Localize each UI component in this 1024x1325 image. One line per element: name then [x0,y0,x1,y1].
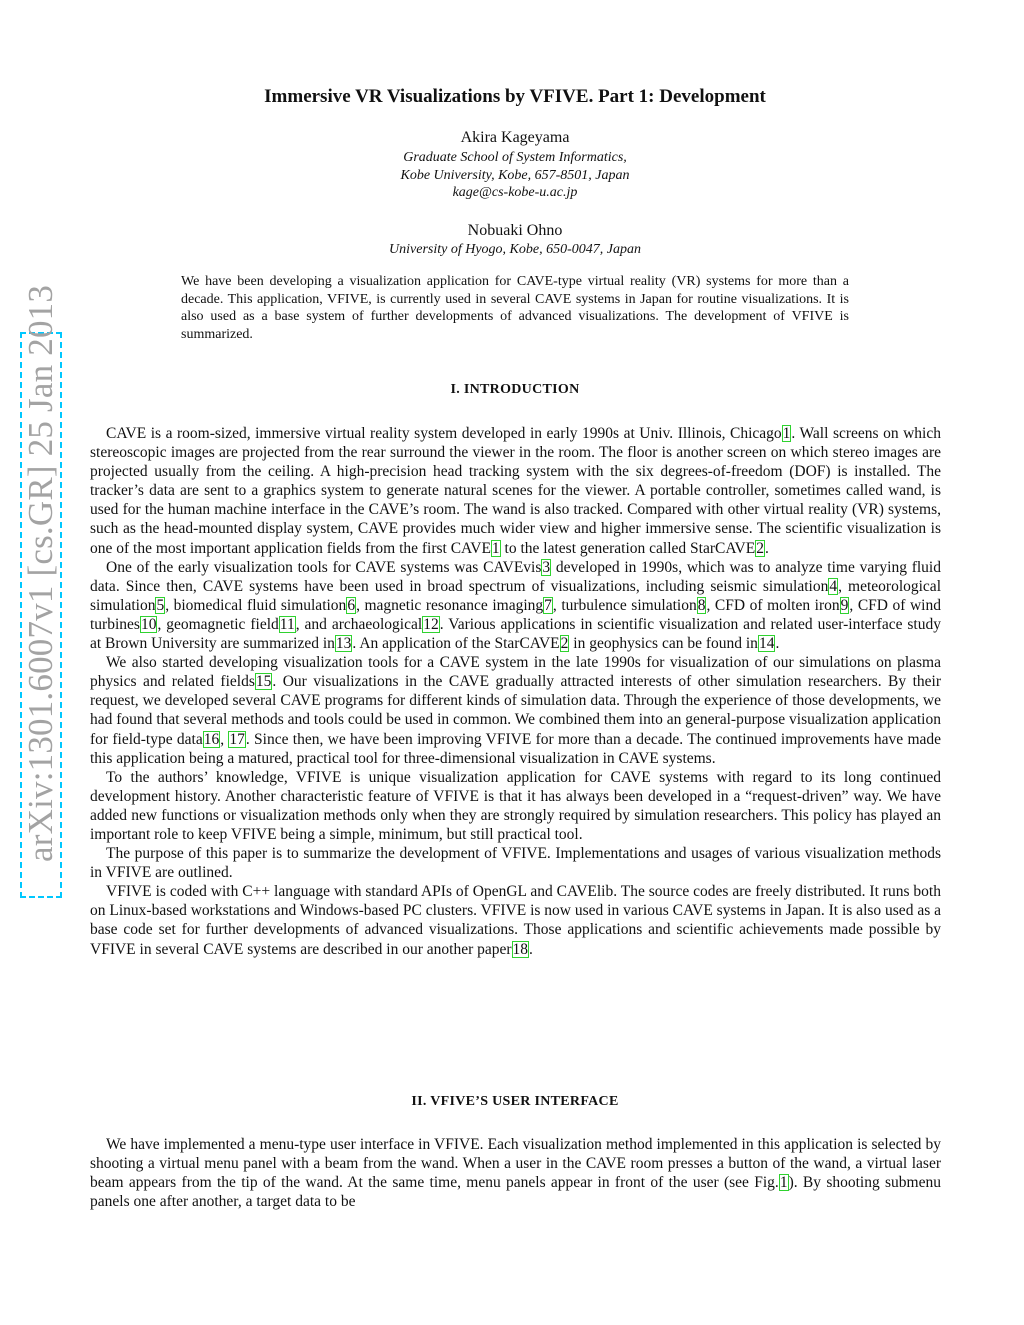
paragraph-text: , and archaeological [295,615,423,633]
citation-link[interactable]: 10 [140,615,157,633]
paragraph-text: . Our visualizations in the CAVE gradually attracted interests of other simulation researchers. By their request, we developed several CAVE programs for different kinds of simulation data. Through the experience of those developments, we had found that several methods and tools could be used in common. We combined them into an general-purpose visualization application for field-type data [90,673,941,748]
paragraph-text: , magnetic resonance imaging [356,596,544,614]
paragraph-text: To the authors’ knowledge, VFIVE is unique visualization application for CAVE systems with regard to its long continued development history. Another characteristic feature of VFIVE is that it has always been developed in a “request-driven” way. We have added new functions or visualization methods only when they are strongly required by simulation researchers. This policy has played an important role to keep VFIVE being a simple, minimum, but still practical tool. [90,768,941,843]
paragraph-text: , meteorological simulation [90,577,941,614]
paragraph-text: The purpose of this paper is to summarize the development of VFIVE. Implementations and usages of various visualization methods in VFIVE are outlined. [90,845,941,882]
citation-link[interactable]: 18 [512,940,529,958]
citation-link[interactable]: 2 [560,635,569,653]
author-email-1[interactable]: kage@cs-kobe-u.ac.jp [452,185,578,200]
section-body-user-interface [90,1135,941,1211]
paragraph-text: , [220,730,229,748]
paragraph-text: , CFD of wind turbines [90,596,941,633]
paragraph-text: CAVE is a room-sized, immersive virtual reality system developed in early 1990s at Univ. Illinois, Chicago [106,425,782,442]
author-name-1: Akira Kageyama [460,129,570,146]
citation-link[interactable]: 3 [542,558,551,576]
citation-link[interactable]: 7 [544,596,552,614]
paragraph-text: , turbulence simulation [552,596,697,614]
citation-link[interactable]: 6 [347,596,356,614]
author-affiliation-1-line-2: Kobe University, Kobe, 657-8501, Japan [400,168,630,183]
citation-link[interactable]: 15 [255,673,272,691]
citation-link[interactable]: 2 [756,539,764,557]
paragraph-text: . Since then, we have been improving VFIVE for more than a decade. The continued improvements have made this application being a matured, practical tool for three-dimensional visualization in CAVE systems. [90,730,942,767]
paragraph-text: We have implemented a menu-type user interface in VFIVE. Each visualization method implemented in this application is selected by shooting a virtual menu panel with a beam from the wand. When a user in the CAVE room presses a button of the wand, a virtual laser beam appears from the tip of the wand. At the same time, menu panels appear in front of the user (see Fig. [90,1136,941,1192]
paragraph-text: . Wall screens on which stereoscopic images are projected from the rear surround the viewer in the room. The floor is another screen on which stereo images are projected usually from the ceiling. A high-precision head tracking system with the six degrees-of-freedom (DOF) is installed. The tracker’s data are sent to a graphics system to generate natural scenes for the viewer. A portable controller, sometimes called wand, is used for the human machine interface in the CAVE’s room. The wand is also tracked. Compared with other virtual reality (VR) systems, such as the head-mounted display system, CAVE provides much wider view and higher immersive sense. The scientific visualization is one of the most important application fields from the first CAVE [90,425,941,557]
paragraph-text: , CFD of molten iron [706,596,840,614]
citation-link[interactable]: 1 [779,1174,788,1192]
citation-link[interactable]: 14 [758,635,775,653]
author-affiliation-2: University of Hyogo, Kobe, 650-0047, Japan [389,242,641,257]
paragraph-text: to the latest generation called StarCAVE [500,539,756,557]
paragraph-text: One of the early visualization tools for CAVE systems was CAVEvis [106,558,542,576]
author-name-2: Nobuaki Ohno [467,222,563,239]
section-heading-user-interface: II. VFIVE’S USER INTERFACE [411,1094,619,1109]
paper-title: Immersive VR Visualizations by VFIVE. Part 1: Development [264,86,766,107]
paragraph-text: . [764,539,769,557]
section-body-introduction [90,424,941,959]
paragraph [90,768,941,844]
citation-link[interactable]: 16 [203,730,220,748]
paragraph [90,653,941,768]
paragraph-text: . [775,635,780,653]
citation-link[interactable]: 8 [697,596,706,614]
paragraph-text: . [529,940,533,958]
author-affiliation-1-line-1: Graduate School of System Informatics, [403,150,627,165]
citation-link[interactable]: 12 [423,615,439,633]
citation-link[interactable]: 9 [840,596,849,614]
paragraph-text: . An application of the StarCAVE [352,635,560,653]
paragraph-text: We also started developing visualization tools for a CAVE system in the late 1990s for visualization of our simulations on plasma physics and related fields [90,654,941,691]
paragraph [90,882,941,958]
paragraph [90,1135,941,1211]
citation-link[interactable]: 1 [491,539,500,557]
paragraph-text: developed in 1990s, which was to analyze time varying fluid data. Since then, CAVE systems have been used in broad spectrum of visualizations, including seismic simulation [90,558,941,595]
citation-link[interactable]: 4 [829,577,838,595]
paragraph-text: VFIVE is coded with C++ language with standard APIs of OpenGL and CAVElib. The source codes are freely distributed. It runs both on Linux-based workstations and Windows-based PC clusters. VFIVE is now used in various CAVE systems in Japan. It is also used as a base code set for further developments of advanced visualizations. Those applications and scientific achievements made possible by VFIVE in several CAVE systems are described in our another paper [90,883,941,958]
paragraph-text: . Various applications in scientific visualization and related user-interface study at Brown University are summarized in [90,615,941,653]
citation-link[interactable]: 17 [229,730,245,748]
paragraph [90,424,941,558]
abstract: We have been developing a visualization application for CAVE-type virtual reality (VR) systems for more than a decade. This application, VFIVE, is currently used in several CAVE systems in Japan for routine visualizations. It is also used as a base system of further developments of advanced visualizations. The development of VFIVE is summarized. [181,274,849,342]
paragraph-text: in geophysics can be found in [569,635,758,653]
citation-link[interactable]: 5 [156,596,165,614]
paragraph [90,558,941,653]
citation-link[interactable]: 13 [335,635,352,653]
citation-link[interactable]: 1 [782,425,791,442]
paragraph [90,844,941,882]
paragraph-text: ). By shooting submenu panels one after another, a target data to be [90,1174,941,1211]
paragraph-text: , geomagnetic field [157,615,279,633]
arxiv-stamp-text[interactable]: arXiv:1301.6007v1 [cs.GR] 25 Jan 2013 [21,284,60,862]
section-heading-introduction: I. INTRODUCTION [450,382,580,397]
paragraph-text: , biomedical fluid simulation [165,596,347,614]
citation-link[interactable]: 11 [279,615,295,633]
